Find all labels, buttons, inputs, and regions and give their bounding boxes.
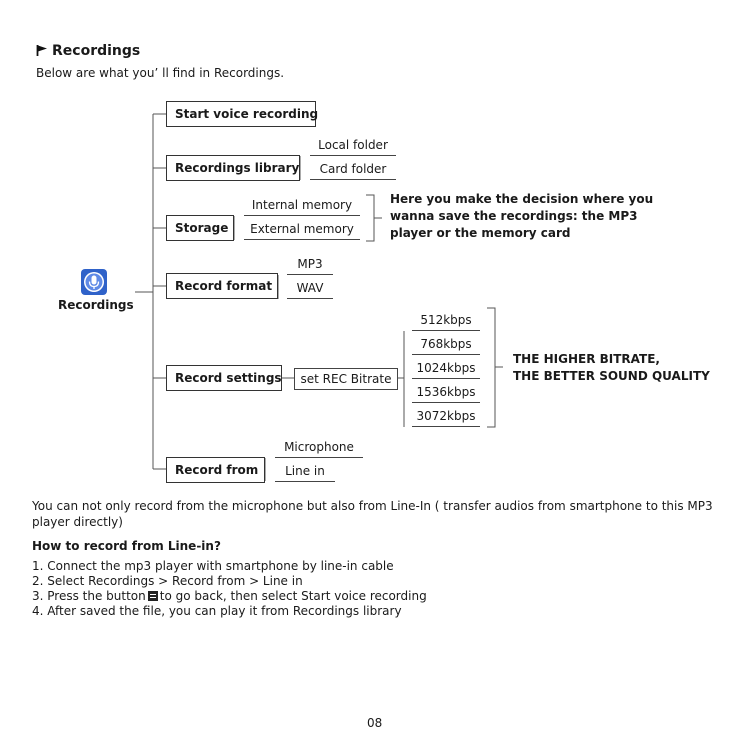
bitrate-note-line: THE BETTER SOUND QUALITY xyxy=(513,369,710,383)
storage-note-line: wanna save the recordings: the MP3 xyxy=(390,209,638,223)
storage-note-line: Here you make the decision where you xyxy=(390,192,654,206)
flag-icon xyxy=(36,44,48,56)
howto-title: How to record from Line-in? xyxy=(32,539,221,553)
storage-note-line: player or the memory card xyxy=(390,226,571,240)
paragraph-line: You can not only record from the microphone but also from Line-In ( transfer audios from smartphone to this MP3 xyxy=(32,499,713,513)
bitrate-option-512kbps[interactable]: 512kbps xyxy=(412,310,480,331)
howto-steps xyxy=(32,559,427,619)
step-2: 2. Select Recordings > Record from > Line in xyxy=(32,574,303,588)
menu-start-voice-recording[interactable]: Start voice recording xyxy=(166,101,316,127)
library-option-local-folder[interactable]: Local folder xyxy=(310,135,396,156)
library-option-card-folder[interactable]: Card folder xyxy=(310,159,396,180)
from-option-line-in[interactable]: Line in xyxy=(275,461,335,482)
bitrate-option-768kbps[interactable]: 768kbps xyxy=(412,334,480,355)
bitrate-option-3072kbps[interactable]: 3072kbps xyxy=(412,406,480,427)
section-title xyxy=(36,43,140,59)
step-3-text-b: to go back, then select Start voice recording xyxy=(159,589,427,603)
menu-recordings-library[interactable]: Recordings library xyxy=(166,155,300,181)
paragraph-line: player directly) xyxy=(32,515,123,529)
format-option-mp3[interactable]: MP3 xyxy=(287,254,333,275)
page-number: 08 xyxy=(367,716,383,730)
settings-set-rec-bitrate[interactable]: set REC Bitrate xyxy=(294,368,398,390)
step-4: 4. After saved the file, you can play it from Recordings library xyxy=(32,604,402,618)
bitrate-note-line: THE HIGHER BITRATE, xyxy=(513,352,660,366)
step-3 xyxy=(32,589,427,604)
menu-record-from[interactable]: Record from xyxy=(166,457,265,483)
bitrate-option-1536kbps[interactable]: 1536kbps xyxy=(412,382,480,403)
storage-note xyxy=(390,191,653,242)
menu-button-icon xyxy=(148,591,158,601)
storage-option-internal-memory[interactable]: Internal memory xyxy=(244,195,360,216)
bitrate-option-1024kbps[interactable]: 1024kbps xyxy=(412,358,480,379)
menu-storage[interactable]: Storage xyxy=(166,215,234,241)
from-option-microphone[interactable]: Microphone xyxy=(275,437,363,458)
recordings-app-icon[interactable] xyxy=(80,268,108,296)
microphone-icon xyxy=(80,268,108,296)
step-1: 1. Connect the mp3 player with smartphone by line-in cable xyxy=(32,559,394,573)
root-label: Recordings xyxy=(58,298,134,312)
line-in-paragraph xyxy=(32,498,713,530)
menu-record-settings[interactable]: Record settings xyxy=(166,365,282,391)
menu-record-format[interactable]: Record format xyxy=(166,273,278,299)
section-intro: Below are what you’ ll find in Recordings. xyxy=(36,66,285,80)
step-3-text-a: 3. Press the button xyxy=(32,589,146,603)
storage-option-external-memory[interactable]: External memory xyxy=(244,219,360,240)
format-option-wav[interactable]: WAV xyxy=(287,278,333,299)
section-title-text: Recordings xyxy=(52,43,141,59)
bitrate-note xyxy=(513,351,710,385)
